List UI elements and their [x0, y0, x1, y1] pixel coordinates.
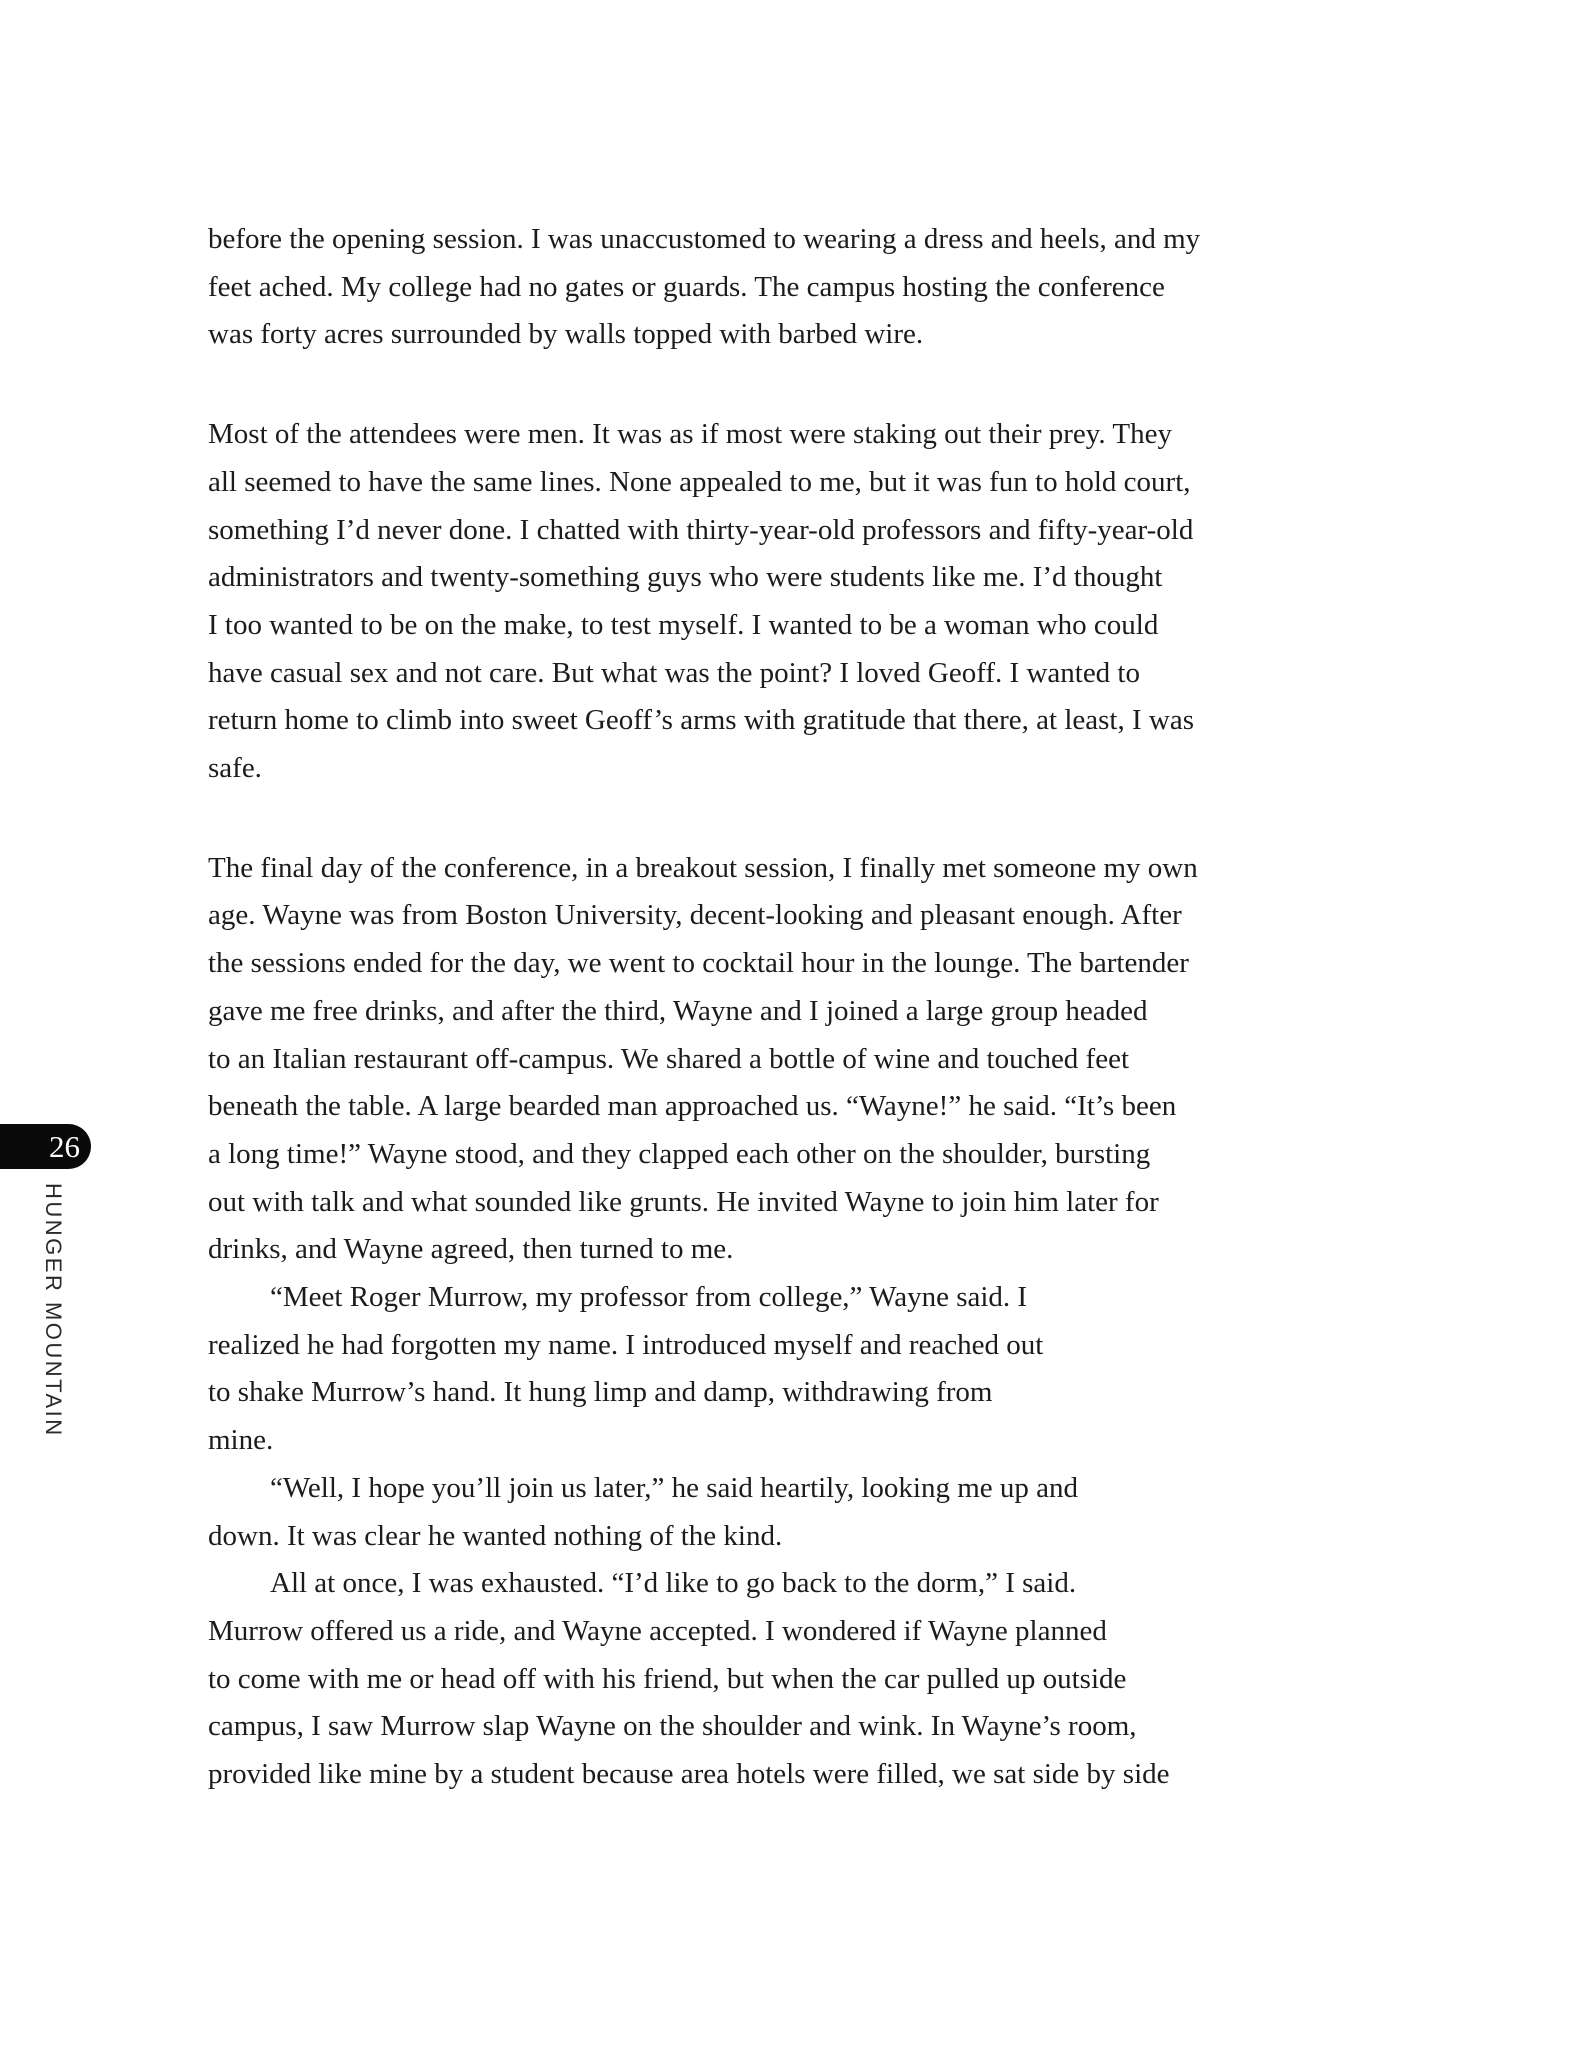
- text-line: “Meet Roger Murrow, my professor from college,” Wayne said. I: [270, 1281, 1028, 1314]
- text-line: The final day of the conference, in a breakout session, I finally met someone my own: [208, 851, 1198, 884]
- text-line: mine.: [208, 1424, 274, 1457]
- text-line: realized he had forgotten my name. I introduced myself and reached out: [208, 1328, 1044, 1361]
- body-text: [208, 216, 1468, 1799]
- text-line: Murrow offered us a ride, and Wayne accepted. I wondered if Wayne planned: [208, 1614, 1107, 1647]
- text-line: a long time!” Wayne stood, and they clapped each other on the shoulder, bursting: [208, 1137, 1151, 1170]
- text-line: to an Italian restaurant off-campus. We shared a bottle of wine and touched feet: [208, 1042, 1130, 1075]
- paragraph: [208, 1465, 1468, 1560]
- text-line: return home to climb into sweet Geoff’s arms with gratitude that there, at least, I was: [208, 704, 1194, 737]
- text-line: campus, I saw Murrow slap Wayne on the shoulder and wink. In Wayne’s room,: [208, 1710, 1137, 1743]
- text-line: gave me free drinks, and after the third, Wayne and I joined a large group headed: [208, 994, 1148, 1027]
- text-line: safe.: [208, 752, 262, 785]
- paragraph: [208, 1274, 1468, 1465]
- page-number-tab: [0, 1124, 91, 1169]
- text-line: drinks, and Wayne agreed, then turned to me.: [208, 1233, 734, 1266]
- text-line: out with talk and what sounded like grunts. He invited Wayne to join him later for: [208, 1185, 1159, 1218]
- text-line: to shake Murrow’s hand. It hung limp and damp, withdrawing from: [208, 1376, 993, 1409]
- text-line: to come with me or head off with his friend, but when the car pulled up outside: [208, 1662, 1127, 1695]
- text-line: All at once, I was exhausted. “I’d like to go back to the dorm,” I said.: [270, 1567, 1077, 1600]
- journal-title-vertical: HUNGER MOUNTAIN: [41, 1183, 66, 1438]
- text-line: provided like mine by a student because area hotels were filled, we sat side by side: [208, 1758, 1170, 1791]
- page-number: 26: [49, 1129, 80, 1164]
- text-line: the sessions ended for the day, we went to cocktail hour in the lounge. The bartender: [208, 947, 1189, 980]
- paragraph: [208, 216, 1468, 359]
- text-line: “Well, I hope you’ll join us later,” he said heartily, looking me up and: [270, 1471, 1079, 1504]
- paragraph: [208, 411, 1468, 793]
- text-line: was forty acres surrounded by walls topped with barbed wire.: [208, 318, 924, 351]
- text-line: down. It was clear he wanted nothing of the kind.: [208, 1519, 783, 1552]
- text-line: all seemed to have the same lines. None appealed to me, but it was fun to hold court,: [208, 465, 1191, 498]
- text-line: before the opening session. I was unaccustomed to wearing a dress and heels, and my: [208, 223, 1201, 255]
- paragraph: [208, 845, 1468, 1274]
- text-line: I too wanted to be on the make, to test myself. I wanted to be a woman who could: [208, 608, 1159, 641]
- text-line: age. Wayne was from Boston University, decent-looking and pleasant enough. After: [208, 899, 1182, 932]
- text-line: have casual sex and not care. But what was the point? I loved Geoff. I wanted to: [208, 656, 1140, 689]
- text-line: beneath the table. A large bearded man approached us. “Wayne!” he said. “It’s been: [208, 1090, 1177, 1123]
- text-line: something I’d never done. I chatted with thirty-year-old professors and fifty-year-old: [208, 513, 1194, 546]
- text-line: Most of the attendees were men. It was as if most were staking out their prey. They: [208, 418, 1172, 451]
- text-line: feet ached. My college had no gates or guards. The campus hosting the conference: [208, 270, 1165, 303]
- paragraph: [208, 1560, 1468, 1799]
- text-line: administrators and twenty-something guys who were students like me. I’d thought: [208, 561, 1163, 594]
